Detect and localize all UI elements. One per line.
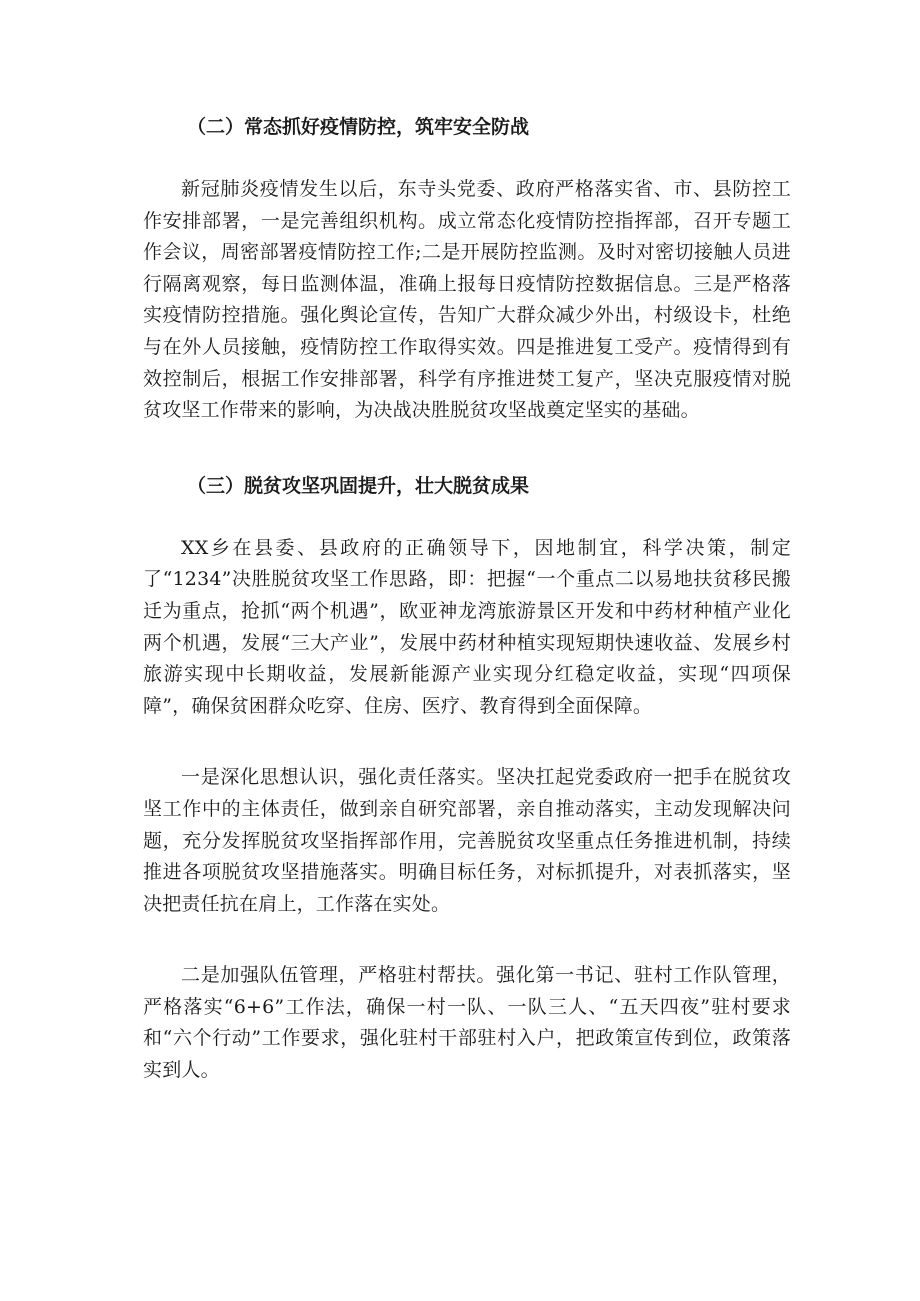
spacer	[143, 427, 791, 467]
section-heading-3: （三）脱贫攻坚巩固提升，壮大脱贫成果	[187, 474, 530, 497]
spacer	[143, 722, 791, 762]
paragraph-poverty-strategy: XX乡在县委、县政府的正确领导下，因地制宜，科学决策，制定了“1234”决胜脱贫攻坚工作思路，即：把握“一个重点二以易地扶贫移民搬迁为重点，抢抓“两个机遇”，欧亚神龙湾旅游景区开发和中药材种植产业化两个机遇，发展“三大产业”，发展中药材种植实现短期快速收益、发展乡村旅游实现中长期收益，发展新能源产业实现分红稳定收益，实现“四项保障”，确保贫困群众吃穿、住房、医疗、教育得到全面保障。	[143, 536, 791, 717]
spacer	[143, 146, 791, 174]
spacer	[143, 920, 791, 960]
document-body	[143, 108, 791, 1087]
spacer	[143, 505, 791, 533]
section-heading-2: （二）常态抓好疫情防控，筑牢安全防战	[187, 116, 530, 138]
paragraph-team-management: 二是加强队伍管理，严格驻村帮扶。强化第一书记、驻村工作队管理，严格落实“6+6”工作法，确保一村一队、一队三人、“五天四夜”驻村要求和“六个行动”工作要求，强化驻村干部驻村入户，把政策宣传到位，政策落实到人。	[143, 964, 791, 1082]
paragraph-responsibility: 一是深化思想认识，强化责任落实。坚决扛起党委政府一把手在脱贫攻坚工作中的主体责任，做到亲自研究部署，亲自推动落实，主动发现解决问题，充分发挥脱贫攻坚指挥部作用，完善脱贫攻坚重点任务推进机制，持续推进各项脱贫攻坚措施落实。明确目标任务，对标抓提升，对表抓落实，坚决把责任抗在肩上，工作落在实处。	[143, 766, 791, 915]
paragraph-epidemic-control: 新冠肺炎疫情发生以后，东寺头党委、政府严格落实省、市、县防控工作安排部署，一是完善组织机构。成立常态化疫情防控指挥部，召开专题工作会议，周密部署疫情防控工作;二是开展防控监测。及时对密切接触人员进行隔离观察，每日监测体温，准确上报每日疫情防控数据信息。三是严格落实疫情防控措施。强化舆论宣传，告知广大群众减少外出，村级设卡，杜绝与在外人员接触，疫情防控工作取得实效。四是推进复工受产。疫情得到有效控制后，根据工作安排部署，科学有序推进焚工复产，坚决克服疫情对脱贫攻坚工作带来的影响，为决战决胜脱贫攻坚战奠定坚实的基础。	[143, 178, 791, 422]
